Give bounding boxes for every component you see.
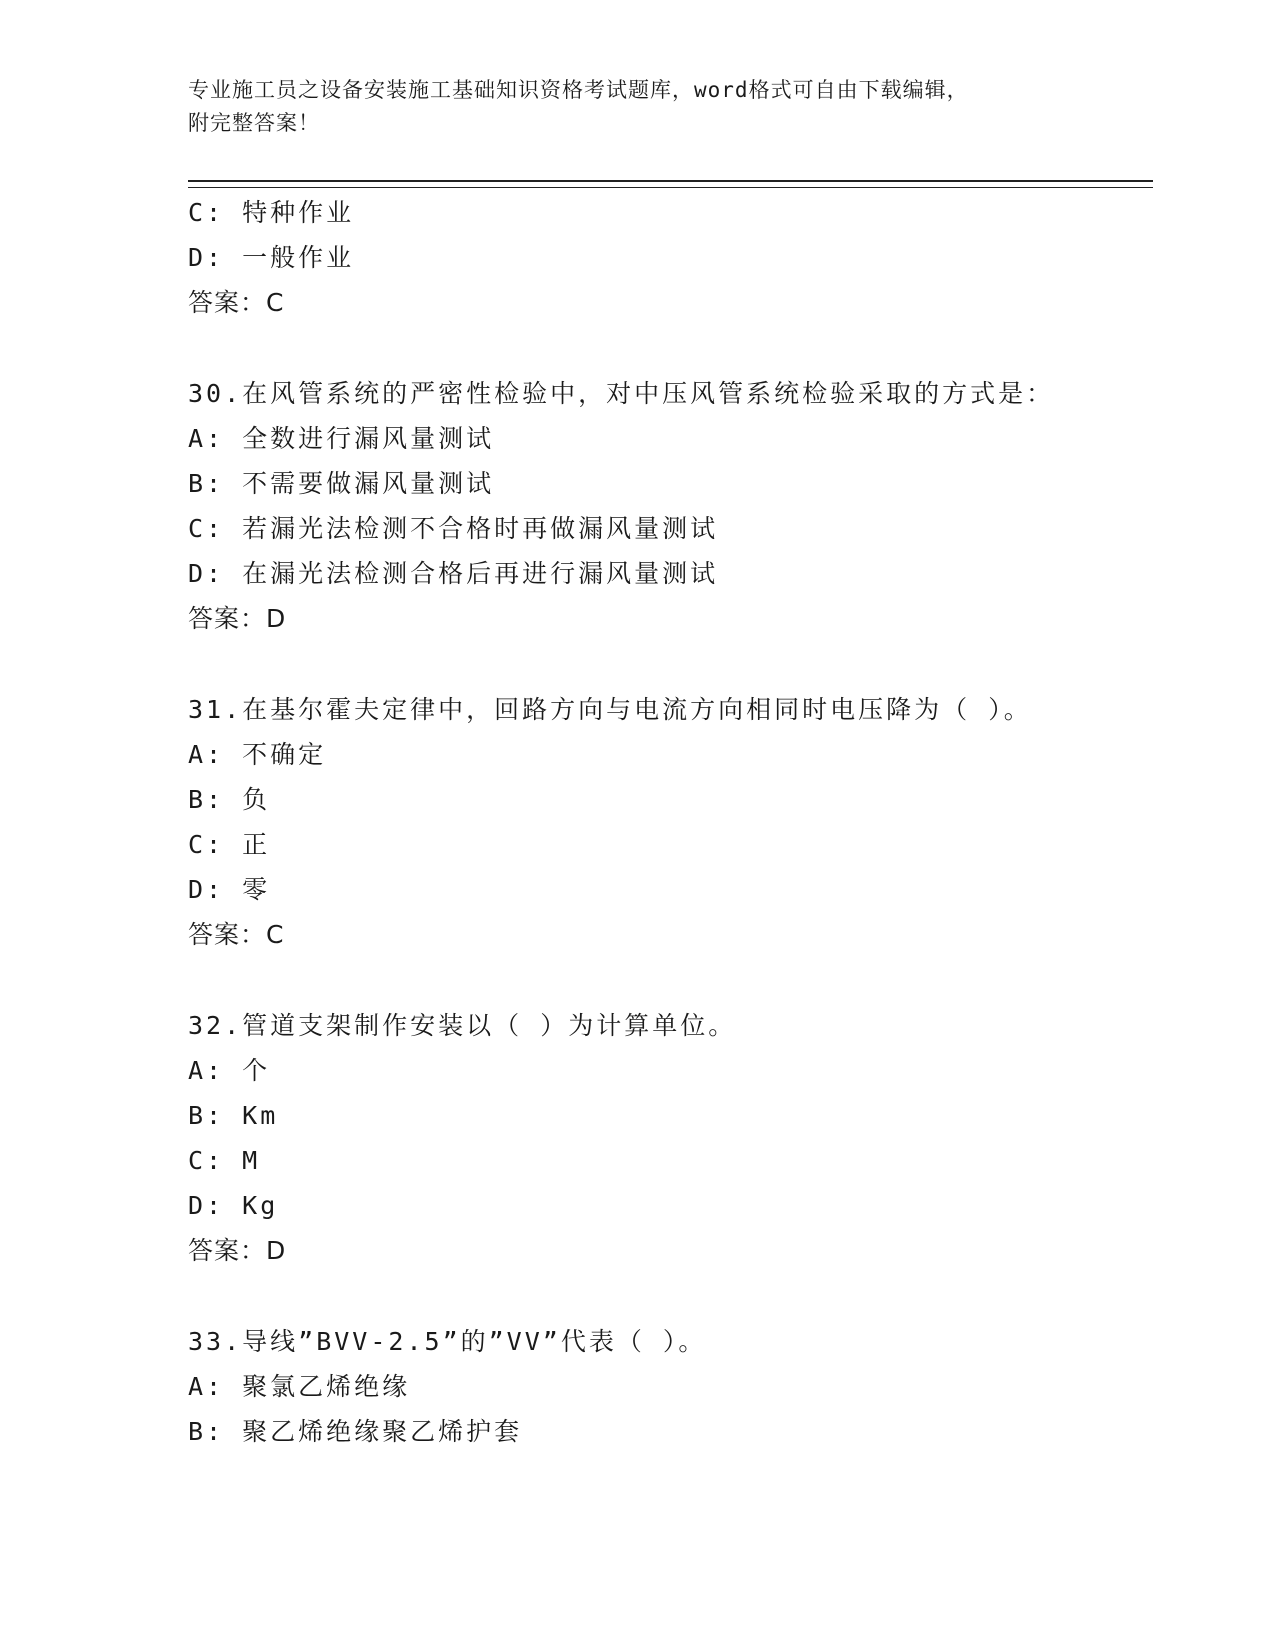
question-stem: 32.管道支架制作安装以（ ）为计算单位。 xyxy=(188,1011,737,1040)
question-stem: 30.在风管系统的严密性检验中，对中压风管系统检验采取的方式是： xyxy=(188,379,1055,408)
option-d: D: 零 xyxy=(188,875,271,904)
question-32 xyxy=(188,1003,1188,1273)
option-b: B: 负 xyxy=(188,785,271,814)
question-33 xyxy=(188,1319,1188,1454)
option-c: C: 若漏光法检测不合格时再做漏风量测试 xyxy=(188,514,719,543)
document-header xyxy=(188,74,1088,140)
answer-line: 答案：C xyxy=(188,920,285,949)
option-a: A: 聚氯乙烯绝缘 xyxy=(188,1372,411,1401)
option-d: D: 在漏光法检测合格后再进行漏风量测试 xyxy=(188,559,719,588)
option-a: A: 全数进行漏风量测试 xyxy=(188,424,495,453)
option-c: C: M xyxy=(188,1146,261,1175)
question-30 xyxy=(188,371,1188,641)
question-list xyxy=(188,190,1188,1454)
answer-line: 答案：D xyxy=(188,604,287,633)
option-a: A: 个 xyxy=(188,1056,271,1085)
question-29-tail xyxy=(188,190,1188,325)
header-divider xyxy=(188,180,1153,188)
question-31 xyxy=(188,687,1188,957)
option-a: A: 不确定 xyxy=(188,740,327,769)
question-stem: 31.在基尔霍夫定律中，回路方向与电流方向相同时电压降为（ ）。 xyxy=(188,695,1032,724)
option-d: D: 一般作业 xyxy=(188,243,355,272)
option-b: B: 聚乙烯绝缘聚乙烯护套 xyxy=(188,1417,523,1446)
answer-line: 答案：D xyxy=(188,1236,287,1265)
answer-line: 答案：C xyxy=(188,288,285,317)
option-d: D: Kg xyxy=(188,1191,279,1220)
question-stem: 33.导线”BVV-2.5”的”VV”代表（ ）。 xyxy=(188,1327,707,1356)
option-c: C: 特种作业 xyxy=(188,198,355,227)
option-b: B: 不需要做漏风量测试 xyxy=(188,469,495,498)
header-line-2: 附完整答案！ xyxy=(188,111,320,135)
option-b: B: Km xyxy=(188,1101,279,1130)
option-c: C: 正 xyxy=(188,830,271,859)
header-line-1: 专业施工员之设备安装施工基础知识资格考试题库，word格式可自由下载编辑， xyxy=(188,78,969,102)
